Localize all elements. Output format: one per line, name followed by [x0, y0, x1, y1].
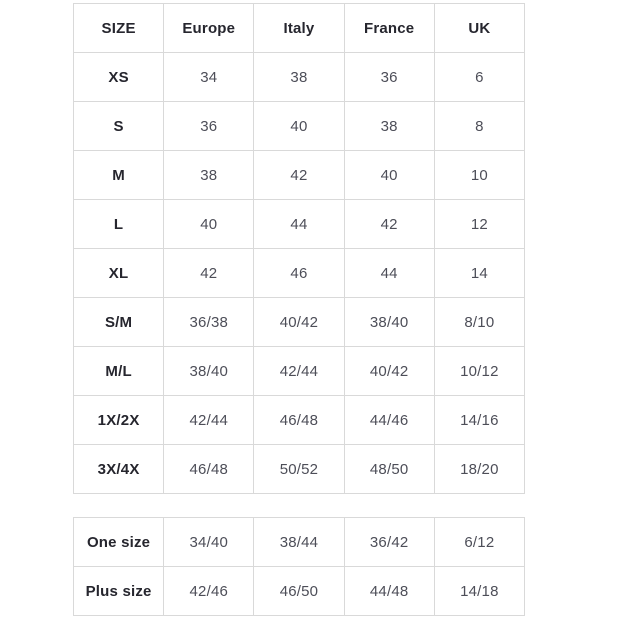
header-row: [74, 4, 525, 53]
size-value-cell: 38/40: [164, 347, 254, 396]
size-value-cell: 38: [254, 53, 344, 102]
table-row: [74, 445, 525, 494]
size-value-cell: 10/12: [434, 347, 524, 396]
size-value-cell: 46: [254, 249, 344, 298]
size-value-cell: 36/38: [164, 298, 254, 347]
special-sizes-table-body: [74, 518, 525, 616]
size-value-cell: 42/46: [164, 567, 254, 616]
size-value-cell: 44: [344, 249, 434, 298]
row-label-cell: 3X/4X: [74, 445, 164, 494]
size-value-cell: 8: [434, 102, 524, 151]
size-value-cell: 6/12: [434, 518, 524, 567]
row-label-cell: S: [74, 102, 164, 151]
header-cell: SIZE: [74, 4, 164, 53]
size-value-cell: 34: [164, 53, 254, 102]
size-value-cell: 40: [344, 151, 434, 200]
row-label-cell: L: [74, 200, 164, 249]
header-cell: UK: [434, 4, 524, 53]
size-value-cell: 14: [434, 249, 524, 298]
size-value-cell: 46/50: [254, 567, 344, 616]
size-value-cell: 10: [434, 151, 524, 200]
table-row: [74, 249, 525, 298]
size-value-cell: 40/42: [344, 347, 434, 396]
row-label-cell: XL: [74, 249, 164, 298]
size-value-cell: 44/48: [344, 567, 434, 616]
size-value-cell: 42/44: [164, 396, 254, 445]
size-value-cell: 18/20: [434, 445, 524, 494]
table-row: [74, 567, 525, 616]
size-value-cell: 42: [164, 249, 254, 298]
table-row: [74, 102, 525, 151]
size-table-header: [74, 4, 525, 53]
row-label-cell: Plus size: [74, 567, 164, 616]
table-row: [74, 151, 525, 200]
size-value-cell: 50/52: [254, 445, 344, 494]
header-cell: Europe: [164, 4, 254, 53]
size-value-cell: 40: [164, 200, 254, 249]
size-value-cell: 48/50: [344, 445, 434, 494]
header-cell: Italy: [254, 4, 344, 53]
size-value-cell: 8/10: [434, 298, 524, 347]
size-value-cell: 36: [164, 102, 254, 151]
special-sizes-table: [73, 517, 525, 616]
row-label-cell: M: [74, 151, 164, 200]
size-value-cell: 44/46: [344, 396, 434, 445]
size-value-cell: 46/48: [254, 396, 344, 445]
tables-divider-gap: [73, 494, 525, 517]
header-cell: France: [344, 4, 434, 53]
size-conversion-table: [73, 3, 525, 494]
row-label-cell: XS: [74, 53, 164, 102]
row-label-cell: One size: [74, 518, 164, 567]
size-value-cell: 38: [164, 151, 254, 200]
size-value-cell: 34/40: [164, 518, 254, 567]
size-value-cell: 36/42: [344, 518, 434, 567]
size-table-body: [74, 53, 525, 494]
size-value-cell: 12: [434, 200, 524, 249]
size-value-cell: 40/42: [254, 298, 344, 347]
table-row: [74, 298, 525, 347]
size-value-cell: 44: [254, 200, 344, 249]
size-value-cell: 46/48: [164, 445, 254, 494]
size-value-cell: 36: [344, 53, 434, 102]
size-value-cell: 14/16: [434, 396, 524, 445]
size-value-cell: 40: [254, 102, 344, 151]
row-label-cell: S/M: [74, 298, 164, 347]
size-value-cell: 42: [254, 151, 344, 200]
size-value-cell: 14/18: [434, 567, 524, 616]
table-row: [74, 200, 525, 249]
table-row: [74, 518, 525, 567]
size-value-cell: 42: [344, 200, 434, 249]
table-row: [74, 396, 525, 445]
size-value-cell: 42/44: [254, 347, 344, 396]
size-value-cell: 38/44: [254, 518, 344, 567]
size-value-cell: 38/40: [344, 298, 434, 347]
size-value-cell: 38: [344, 102, 434, 151]
table-row: [74, 53, 525, 102]
row-label-cell: 1X/2X: [74, 396, 164, 445]
row-label-cell: M/L: [74, 347, 164, 396]
table-row: [74, 347, 525, 396]
size-value-cell: 6: [434, 53, 524, 102]
size-tables-container: [73, 3, 525, 616]
